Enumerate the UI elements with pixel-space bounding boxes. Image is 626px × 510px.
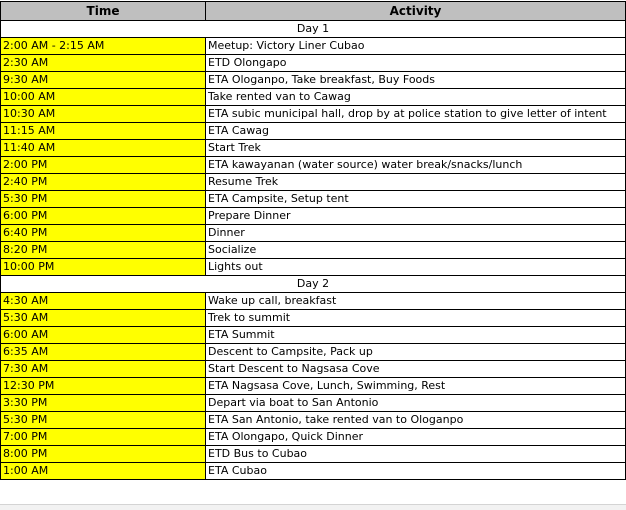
activity-cell[interactable]: Meetup: Victory Liner Cubao <box>206 38 626 55</box>
table-row <box>1 55 626 72</box>
activity-cell[interactable]: ETA Summit <box>206 327 626 344</box>
table-row <box>1 174 626 191</box>
time-cell[interactable]: 6:00 PM <box>1 208 206 225</box>
table-row <box>1 327 626 344</box>
table-row <box>1 463 626 480</box>
table-row <box>1 293 626 310</box>
time-cell[interactable]: 5:30 PM <box>1 412 206 429</box>
time-cell[interactable]: 2:40 PM <box>1 174 206 191</box>
table-row <box>1 412 626 429</box>
day-label-cell[interactable]: Day 1 <box>1 21 626 38</box>
time-cell[interactable]: 2:30 AM <box>1 55 206 72</box>
time-cell[interactable]: 5:30 AM <box>1 310 206 327</box>
table-row <box>1 106 626 123</box>
activity-cell[interactable]: Descent to Campsite, Pack up <box>206 344 626 361</box>
time-cell[interactable]: 10:00 PM <box>1 259 206 276</box>
table-row <box>1 123 626 140</box>
table-row <box>1 242 626 259</box>
activity-cell[interactable]: Trek to summit <box>206 310 626 327</box>
time-cell[interactable]: 8:20 PM <box>1 242 206 259</box>
time-cell[interactable]: 7:30 AM <box>1 361 206 378</box>
table-row <box>1 191 626 208</box>
table-row <box>1 208 626 225</box>
time-cell[interactable]: 6:35 AM <box>1 344 206 361</box>
activity-cell[interactable]: ETA San Antonio, take rented van to Ologanpo <box>206 412 626 429</box>
activity-cell[interactable]: Dinner <box>206 225 626 242</box>
header-row <box>1 2 626 21</box>
time-cell[interactable]: 8:00 PM <box>1 446 206 463</box>
activity-cell[interactable]: ETA Campsite, Setup tent <box>206 191 626 208</box>
time-cell[interactable]: 2:00 PM <box>1 157 206 174</box>
activity-cell[interactable]: ETD Bus to Cubao <box>206 446 626 463</box>
table-row <box>1 446 626 463</box>
time-cell[interactable]: 4:30 AM <box>1 293 206 310</box>
day-separator-row <box>1 21 626 38</box>
time-cell[interactable]: 5:30 PM <box>1 191 206 208</box>
table-row <box>1 429 626 446</box>
itinerary-table <box>0 1 626 480</box>
table-row <box>1 89 626 106</box>
table-row <box>1 378 626 395</box>
day-label-cell[interactable]: Day 2 <box>1 276 626 293</box>
table-row <box>1 38 626 55</box>
activity-column-header[interactable]: Activity <box>206 2 626 21</box>
activity-cell[interactable]: ETA Cawag <box>206 123 626 140</box>
table-row <box>1 259 626 276</box>
time-cell[interactable]: 10:00 AM <box>1 89 206 106</box>
activity-cell[interactable]: ETD Olongapo <box>206 55 626 72</box>
time-cell[interactable]: 6:40 PM <box>1 225 206 242</box>
time-cell[interactable]: 11:40 AM <box>1 140 206 157</box>
time-cell[interactable]: 2:00 AM - 2:15 AM <box>1 38 206 55</box>
activity-cell[interactable]: Resume Trek <box>206 174 626 191</box>
activity-cell[interactable]: Take rented van to Cawag <box>206 89 626 106</box>
table-row <box>1 72 626 89</box>
time-cell[interactable]: 1:00 AM <box>1 463 206 480</box>
time-cell[interactable]: 10:30 AM <box>1 106 206 123</box>
table-row <box>1 361 626 378</box>
activity-cell[interactable]: Wake up call, breakfast <box>206 293 626 310</box>
time-cell[interactable]: 12:30 PM <box>1 378 206 395</box>
time-column-header[interactable]: Time <box>1 2 206 21</box>
activity-cell[interactable]: Socialize <box>206 242 626 259</box>
sheet-bottom-strip <box>0 504 626 510</box>
time-cell[interactable]: 7:00 PM <box>1 429 206 446</box>
time-cell[interactable]: 9:30 AM <box>1 72 206 89</box>
itinerary-body <box>1 21 626 480</box>
table-row <box>1 225 626 242</box>
activity-cell[interactable]: ETA subic municipal hall, drop by at police station to give letter of intent <box>206 106 626 123</box>
activity-cell[interactable]: Prepare Dinner <box>206 208 626 225</box>
activity-cell[interactable]: Start Descent to Nagsasa Cove <box>206 361 626 378</box>
activity-cell[interactable]: ETA Ologanpo, Take breakfast, Buy Foods <box>206 72 626 89</box>
table-row <box>1 395 626 412</box>
activity-cell[interactable]: ETA Olongapo, Quick Dinner <box>206 429 626 446</box>
time-cell[interactable]: 3:30 PM <box>1 395 206 412</box>
table-row <box>1 344 626 361</box>
activity-cell[interactable]: ETA Cubao <box>206 463 626 480</box>
table-row <box>1 157 626 174</box>
time-cell[interactable]: 11:15 AM <box>1 123 206 140</box>
table-row <box>1 310 626 327</box>
time-cell[interactable]: 6:00 AM <box>1 327 206 344</box>
activity-cell[interactable]: ETA Nagsasa Cove, Lunch, Swimming, Rest <box>206 378 626 395</box>
activity-cell[interactable]: ETA kawayanan (water source) water break/snacks/lunch <box>206 157 626 174</box>
activity-cell[interactable]: Lights out <box>206 259 626 276</box>
table-row <box>1 140 626 157</box>
activity-cell[interactable]: Start Trek <box>206 140 626 157</box>
day-separator-row <box>1 276 626 293</box>
activity-cell[interactable]: Depart via boat to San Antonio <box>206 395 626 412</box>
